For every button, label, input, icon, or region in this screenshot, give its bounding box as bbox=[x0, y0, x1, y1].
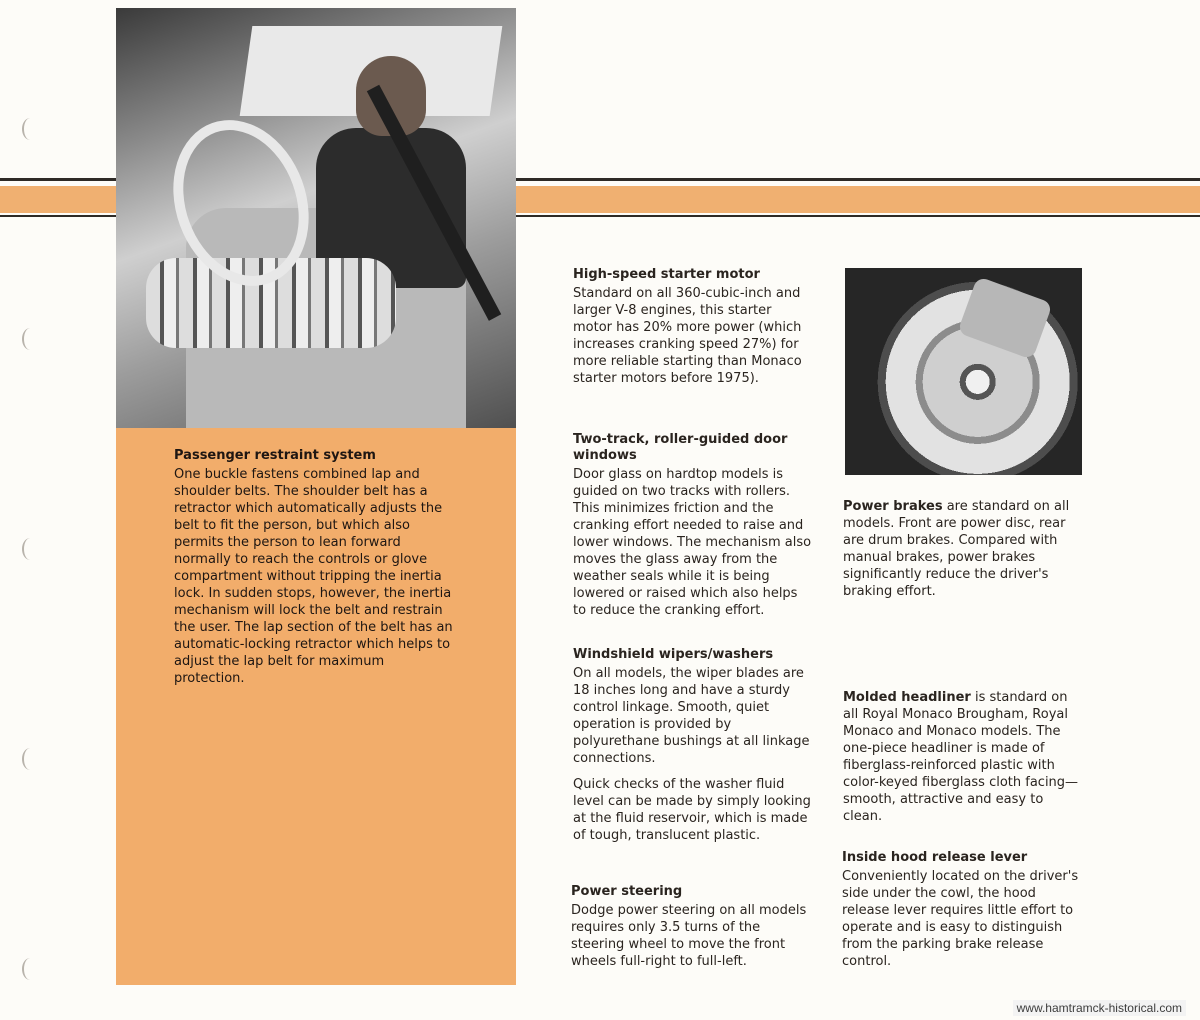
passenger-restraint-title: Passenger restraint system bbox=[174, 448, 376, 463]
passenger-restraint-section bbox=[174, 448, 454, 687]
brake-caliper bbox=[957, 276, 1053, 360]
door-windows-body: Door glass on hardtop models is guided on two tracks with rollers. This minimizes friction and the cranking effort needed to raise and lower windows. The mechanism also moves the glass away from the weather seals while it is being lowered or raised which also helps to reduce the cranking effort. bbox=[573, 467, 812, 618]
headliner-label: Molded headliner bbox=[843, 690, 971, 705]
disc-brake-photo bbox=[845, 268, 1082, 475]
wipers-section bbox=[573, 647, 813, 844]
headliner-section bbox=[843, 689, 1083, 825]
binder-hole bbox=[22, 118, 38, 140]
power-brakes-label: Power brakes bbox=[843, 499, 943, 514]
seatbelt-photo bbox=[116, 8, 516, 428]
power-brakes-body: are standard on all models. Front are power disc, rear are drum brakes. Compared with manual brakes, power brakes significantly reduce the driver's braking effort. bbox=[843, 499, 1070, 599]
headliner-body: is standard on all Royal Monaco Brougham, Royal Monaco and Monaco models. The one-piece headliner is made of fiberglass-reinforced plastic with color-keyed fiberglass cloth facing—smooth, attractive and easy to clean. bbox=[843, 690, 1079, 824]
binder-hole bbox=[22, 958, 38, 980]
power-brakes-section bbox=[843, 498, 1083, 600]
wipers-body-2: Quick checks of the washer fluid level can be made by simply looking at the fluid reservoir, which is made of tough, translucent plastic. bbox=[573, 777, 811, 843]
wipers-body-1: On all models, the wiper blades are 18 inches long and have a sturdy control linkage. Smooth, quiet operation is provided by polyurethane bushings at all linkage connections. bbox=[573, 666, 810, 766]
power-steering-section bbox=[571, 884, 811, 970]
door-windows-section bbox=[573, 432, 813, 619]
starter-motor-body: Standard on all 360-cubic-inch and larger V-8 engines, this starter motor has 20% more power (which increases cranking speed 27%) for more reliable starting than Monaco starter motors before 1975). bbox=[573, 286, 802, 386]
binder-hole bbox=[22, 748, 38, 770]
binder-hole bbox=[22, 328, 38, 350]
hood-release-section bbox=[842, 850, 1082, 970]
source-credit: www.hamtramck-historical.com bbox=[1013, 1000, 1186, 1016]
hood-release-body: Conveniently located on the driver's side under the cowl, the hood release lever requires little effort to operate and is easy to distinguish from the parking brake release control. bbox=[842, 869, 1079, 969]
door-windows-title: Two-track, roller-guided door windows bbox=[573, 432, 788, 463]
starter-motor-title: High-speed starter motor bbox=[573, 267, 760, 282]
power-steering-body: Dodge power steering on all models requires only 3.5 turns of the steering wheel to move the front wheels full-right to full-left. bbox=[571, 903, 807, 969]
wipers-title: Windshield wipers/washers bbox=[573, 647, 774, 662]
power-steering-title: Power steering bbox=[571, 884, 683, 899]
hood-release-title: Inside hood release lever bbox=[842, 850, 1028, 865]
passenger-restraint-body: One buckle fastens combined lap and shoulder belts. The shoulder belt has a retractor which automatically adjusts the belt to fit the person, but which also permits the person to lean forward normally to reach the controls or glove compartment without tripping the inertia lock. In sudden stops, however, the inertia mechanism will lock the belt and restrain the user. The lap section of the belt has an automatic-locking retractor which helps to adjust the lap belt for maximum protection. bbox=[174, 467, 453, 686]
starter-motor-section bbox=[573, 267, 813, 387]
passenger-restraint-panel bbox=[116, 428, 516, 985]
binder-hole bbox=[22, 538, 38, 560]
